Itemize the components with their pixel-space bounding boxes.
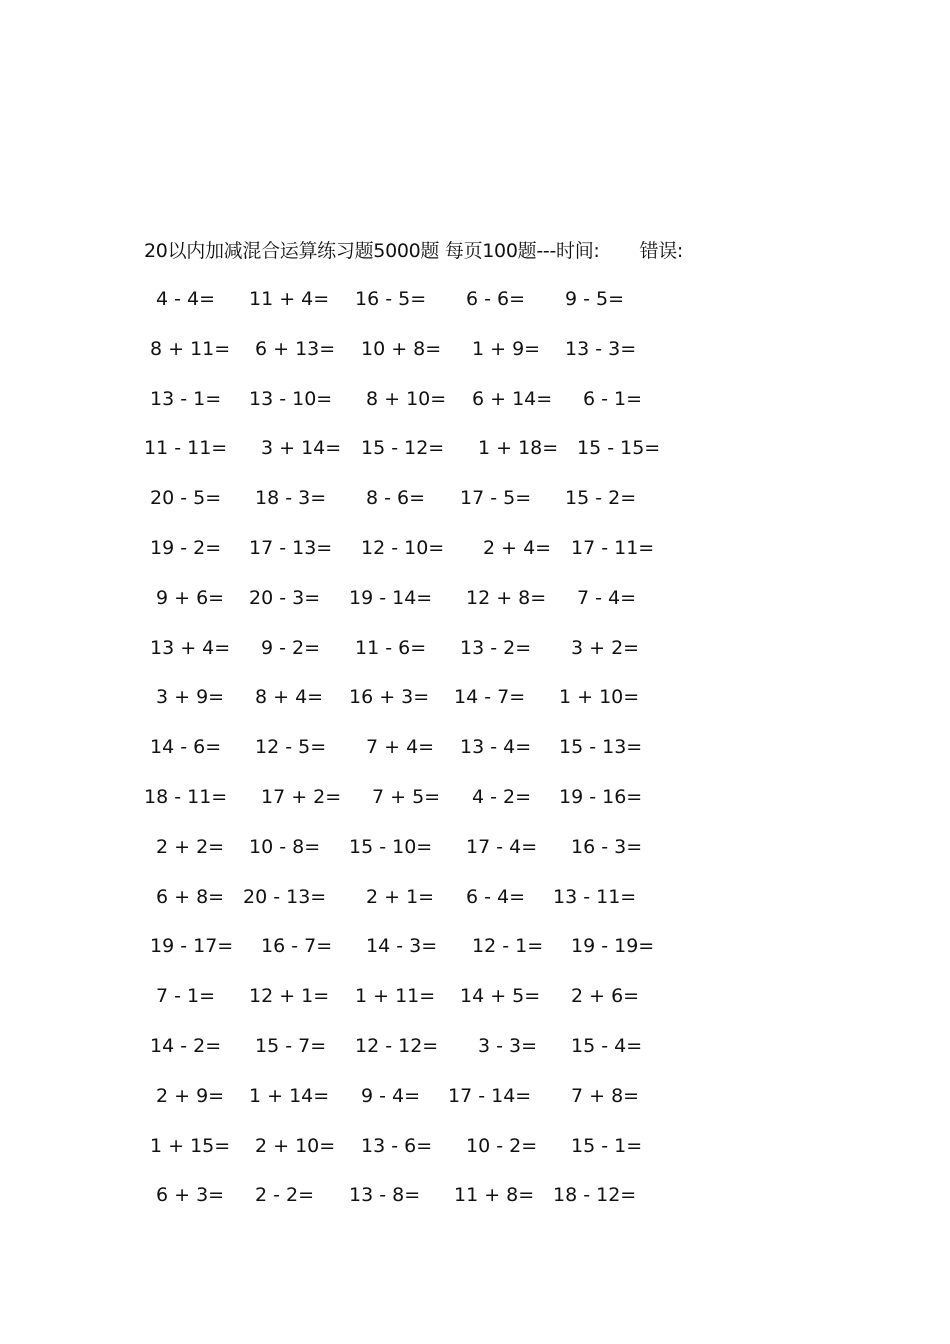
problem-cell: 12 + 8= <box>466 586 547 609</box>
problem-cell: 12 - 10= <box>361 537 445 559</box>
problem-cell: 2 + 2= <box>156 835 225 858</box>
problem-cell: 15 - 10= <box>349 835 433 858</box>
problem-cell: 6 - 6= <box>466 288 526 310</box>
problem-cell: 9 - 5= <box>565 288 625 310</box>
problem-row <box>0 1131 950 1161</box>
problem-cell: 20 - 3= <box>249 586 321 609</box>
problem-cell: 6 + 8= <box>156 885 225 908</box>
problem-row <box>0 1180 950 1210</box>
problem-row <box>0 583 950 613</box>
problem-row <box>0 832 950 862</box>
problem-cell: 6 + 14= <box>472 387 553 410</box>
problem-cell: 15 - 4= <box>571 1035 643 1057</box>
problem-cell: 3 + 2= <box>571 636 640 659</box>
problem-cell: 1 + 11= <box>355 985 436 1008</box>
problem-cell: 11 + 8= <box>454 1184 535 1207</box>
problem-row <box>0 384 950 414</box>
problem-cell: 11 + 4= <box>249 288 330 310</box>
problem-cell: 14 - 6= <box>150 736 222 759</box>
problem-cell: 18 - 3= <box>255 487 327 510</box>
problem-cell: 18 - 11= <box>144 786 228 808</box>
problem-row <box>0 1031 950 1061</box>
problem-cell: 6 - 1= <box>583 387 643 410</box>
problem-cell: 13 - 8= <box>349 1184 421 1207</box>
problem-cell: 9 - 4= <box>361 1084 421 1107</box>
problem-cell: 2 + 9= <box>156 1084 225 1107</box>
problem-cell: 20 - 5= <box>150 487 222 510</box>
problem-cell: 17 - 5= <box>460 487 532 510</box>
problem-cell: 4 - 2= <box>472 786 532 808</box>
problem-cell: 17 - 11= <box>571 537 655 559</box>
problem-cell: 16 - 3= <box>571 835 643 858</box>
problem-cell: 7 + 8= <box>571 1084 640 1107</box>
worksheet-title: 20以内加减混合运算练习题5000题 每页100题---时间: <box>144 240 600 262</box>
problem-row <box>0 782 950 812</box>
problem-cell: 3 + 14= <box>261 437 342 460</box>
problem-cell: 17 + 2= <box>261 786 342 808</box>
problem-cell: 15 - 1= <box>571 1134 643 1157</box>
problem-cell: 2 + 1= <box>366 885 435 908</box>
problem-cell: 8 + 10= <box>366 387 447 410</box>
problem-row <box>0 682 950 712</box>
problem-cell: 17 - 13= <box>249 537 333 559</box>
problem-cell: 12 - 5= <box>255 736 327 759</box>
problem-cell: 13 - 3= <box>565 337 637 360</box>
problem-cell: 13 + 4= <box>150 636 231 659</box>
problem-cell: 15 - 15= <box>577 437 661 460</box>
problem-cell: 14 - 7= <box>454 686 526 709</box>
problem-cell: 17 - 14= <box>448 1084 532 1107</box>
problem-row <box>0 533 950 563</box>
problem-cell: 7 + 5= <box>372 786 441 808</box>
errors-label: 错误: <box>639 240 684 262</box>
problem-row <box>0 732 950 762</box>
problem-cell: 1 + 10= <box>559 686 640 709</box>
problem-cell: 12 + 1= <box>249 985 330 1008</box>
problem-cell: 19 - 16= <box>559 786 643 808</box>
problem-cell: 6 + 3= <box>156 1184 225 1207</box>
problem-cell: 15 - 13= <box>559 736 643 759</box>
problem-cell: 11 - 11= <box>144 437 228 460</box>
problem-cell: 9 + 6= <box>156 586 225 609</box>
problem-cell: 1 + 14= <box>249 1084 330 1107</box>
problem-cell: 11 - 6= <box>355 636 427 659</box>
problem-cell: 7 + 4= <box>366 736 435 759</box>
problem-cell: 2 + 6= <box>571 985 640 1008</box>
problem-cell: 1 + 18= <box>478 437 559 460</box>
problem-row <box>0 981 950 1011</box>
problem-cell: 16 + 3= <box>349 686 430 709</box>
problem-cell: 3 + 9= <box>156 686 225 709</box>
problem-cell: 17 - 4= <box>466 835 538 858</box>
problem-cell: 14 - 2= <box>150 1035 222 1057</box>
problem-cell: 8 + 4= <box>255 686 324 709</box>
problem-cell: 1 + 15= <box>150 1134 231 1157</box>
problem-cell: 19 - 2= <box>150 537 222 559</box>
problem-cell: 14 - 3= <box>366 935 438 958</box>
problem-cell: 3 - 3= <box>478 1035 538 1057</box>
problem-cell: 6 - 4= <box>466 885 526 908</box>
problem-row <box>0 433 950 463</box>
problem-cell: 13 - 1= <box>150 387 222 410</box>
problem-cell: 2 - 2= <box>255 1184 315 1207</box>
problem-cell: 12 - 12= <box>355 1035 439 1057</box>
problem-cell: 2 + 10= <box>255 1134 336 1157</box>
problem-cell: 4 - 4= <box>156 288 216 310</box>
problem-cell: 13 - 4= <box>460 736 532 759</box>
problem-cell: 20 - 13= <box>243 885 327 908</box>
problem-row <box>0 931 950 961</box>
problem-cell: 15 - 12= <box>361 437 445 460</box>
problem-cell: 13 - 10= <box>249 387 333 410</box>
problem-cell: 2 + 4= <box>483 537 552 559</box>
problem-cell: 10 - 8= <box>249 835 321 858</box>
problem-cell: 8 - 6= <box>366 487 426 510</box>
problem-row <box>0 1081 950 1111</box>
problem-row <box>0 483 950 513</box>
problem-cell: 13 - 6= <box>361 1134 433 1157</box>
problem-cell: 1 + 9= <box>472 337 541 360</box>
problem-cell: 7 - 4= <box>577 586 637 609</box>
problem-cell: 8 + 11= <box>150 337 231 360</box>
problem-cell: 7 - 1= <box>156 985 216 1008</box>
problem-cell: 14 + 5= <box>460 985 541 1008</box>
problem-cell: 10 + 8= <box>361 337 442 360</box>
problem-row <box>0 633 950 663</box>
problem-cell: 18 - 12= <box>553 1184 637 1207</box>
problem-cell: 19 - 14= <box>349 586 433 609</box>
problem-cell: 13 - 11= <box>553 885 637 908</box>
problem-row <box>0 284 950 314</box>
problem-row <box>0 334 950 364</box>
problem-cell: 13 - 2= <box>460 636 532 659</box>
problem-cell: 15 - 7= <box>255 1035 327 1057</box>
problem-row <box>0 882 950 912</box>
problem-cell: 19 - 19= <box>571 935 655 958</box>
problem-cell: 15 - 2= <box>565 487 637 510</box>
problem-cell: 12 - 1= <box>472 935 544 958</box>
problem-cell: 10 - 2= <box>466 1134 538 1157</box>
problem-cell: 9 - 2= <box>261 636 321 659</box>
problem-cell: 6 + 13= <box>255 337 336 360</box>
problem-cell: 16 - 5= <box>355 288 427 310</box>
problem-cell: 16 - 7= <box>261 935 333 958</box>
problem-cell: 19 - 17= <box>150 935 234 958</box>
